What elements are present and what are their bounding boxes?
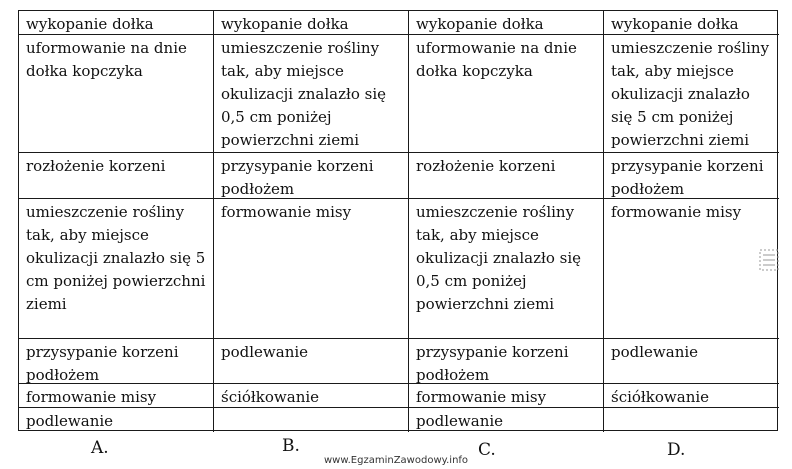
table-cell: umieszczenie rośliny tak, aby miejsce okulizacji znalazło się 5 cm poniżej powierzchni ziemi <box>19 199 214 339</box>
table-cell: formowanie misy <box>409 384 604 408</box>
table-cell: umieszczenie rośliny tak, aby miejsce okulizacji znalazło się 0,5 cm poniżej powierzchni ziemi <box>214 35 409 153</box>
table-cell: formowanie misy <box>604 199 779 339</box>
table-cell: rozłożenie korzeni <box>19 153 214 199</box>
table-cell: ściółkowanie <box>604 384 779 408</box>
option-label-d: D. <box>667 440 686 460</box>
table-cell: przysypanie korzeni podłożem <box>409 339 604 384</box>
option-label-c: C. <box>478 440 496 460</box>
table-cell <box>604 408 779 432</box>
table-cell: formowanie misy <box>19 384 214 408</box>
answer-options-table <box>18 10 778 431</box>
table-cell: wykopanie dołka <box>214 11 409 35</box>
option-label-b: B. <box>282 436 300 456</box>
table-cell: ściółkowanie <box>214 384 409 408</box>
table-cell <box>214 408 409 432</box>
margin-mark-icon <box>759 249 779 271</box>
table-cell: przysypanie korzeni podłożem <box>214 153 409 199</box>
table-cell: wykopanie dołka <box>604 11 779 35</box>
table-cell: podlewanie <box>604 339 779 384</box>
table-cell: uformowanie na dnie dołka kopczyka <box>409 35 604 153</box>
option-label-a: A. <box>91 438 109 458</box>
table-cell: rozłożenie korzeni <box>409 153 604 199</box>
table-cell: umieszczenie rośliny tak, aby miejsce okulizacji znalazło się 5 cm poniżej powierzchni ziemi <box>604 35 779 153</box>
table-cell: wykopanie dołka <box>409 11 604 35</box>
table-cell: uformowanie na dnie dołka kopczyka <box>19 35 214 153</box>
table-cell: umieszczenie rośliny tak, aby miejsce okulizacji znalazło się 0,5 cm poniżej powierzchni ziemi <box>409 199 604 339</box>
table-cell: podlewanie <box>19 408 214 432</box>
table-cell: podlewanie <box>409 408 604 432</box>
watermark-text: www.EgzaminZawodowy.info <box>324 455 469 466</box>
table-cell: formowanie misy <box>214 199 409 339</box>
table-cell: podlewanie <box>214 339 409 384</box>
table-cell: przysypanie korzeni podłożem <box>19 339 214 384</box>
table-cell: wykopanie dołka <box>19 11 214 35</box>
table-cell: przysypanie korzeni podłożem <box>604 153 779 199</box>
